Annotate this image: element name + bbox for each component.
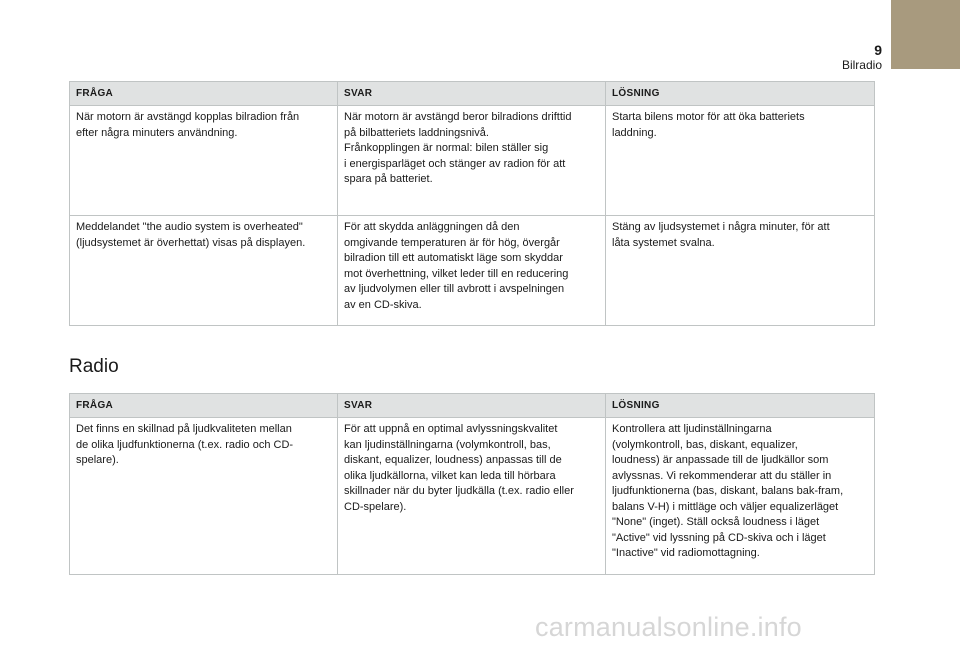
solution-cell: Starta bilens motor för att öka batteriets laddning. xyxy=(606,106,875,216)
column-header-question: FRÅGA xyxy=(70,394,338,418)
table-header-row xyxy=(70,82,875,106)
troubleshooting-table-radio xyxy=(69,393,875,575)
troubleshooting-table-general xyxy=(69,81,875,326)
column-header-solution: LÖSNING xyxy=(606,394,875,418)
question-cell: Det finns en skillnad på ljudkvaliteten mellan de olika ljudfunktionerna (t.ex. radio och CD- spelare). xyxy=(70,418,338,575)
answer-cell: När motorn är avstängd beror bilradions drifttid på bilbatteriets laddningsnivå. Frånkopplingen är normal: bilen ställer sig i energisparläget och stänger av radion för att spara på batteriet. xyxy=(338,106,606,216)
solution-cell: Stäng av ljudsystemet i några minuter, för att låta systemet svalna. xyxy=(606,216,875,326)
radio-section-heading: Radio xyxy=(69,356,119,377)
table-row xyxy=(70,216,875,326)
answer-cell: För att uppnå en optimal avlyssningskvalitet kan ljudinställningarna (volymkontroll, bas, diskant, equalizer, loudness) anpassas till de olika ljudkällorna, vilket kan leda till hörbara skillnader när du byter ljudkälla (t.ex. radio eller CD-spelare). xyxy=(338,418,606,575)
column-header-question: FRÅGA xyxy=(70,82,338,106)
page-number: 9 xyxy=(874,42,882,58)
column-header-solution: LÖSNING xyxy=(606,82,875,106)
watermark: carmanualsonline.info xyxy=(535,612,802,642)
section-tab xyxy=(891,0,960,69)
answer-cell: För att skydda anläggningen då den omgivande temperaturen är för hög, övergår bilradion till ett automatiskt läge som skyddar mot överhettning, vilket leder till en reducering av ljudvolymen eller till avbrott i avspelningen av en CD-skiva. xyxy=(338,216,606,326)
table-header-row xyxy=(70,394,875,418)
column-header-answer: SVAR xyxy=(338,82,606,106)
table-row xyxy=(70,106,875,216)
question-cell: När motorn är avstängd kopplas bilradion från efter några minuters användning. xyxy=(70,106,338,216)
section-title: Bilradio xyxy=(841,58,882,72)
solution-cell: Kontrollera att ljudinställningarna (volymkontroll, bas, diskant, equalizer, loudness) är anpassade till de ljudkällor som avlyssnas. Vi rekommenderar att du ställer in ljudfunktionerna (bas, diskant, balans bak-fram, balans V-H) i mittläge och väljer equalizerläget "None" (inget). Ställ också loudness i läget "Active" vid lyssning på CD-skiva och i läget "Inactive" vid radiomottagning. xyxy=(606,418,875,575)
column-header-answer: SVAR xyxy=(338,394,606,418)
table-row xyxy=(70,418,875,575)
question-cell: Meddelandet "the audio system is overheated" (ljudsystemet är överhettat) visas på displayen. xyxy=(70,216,338,326)
